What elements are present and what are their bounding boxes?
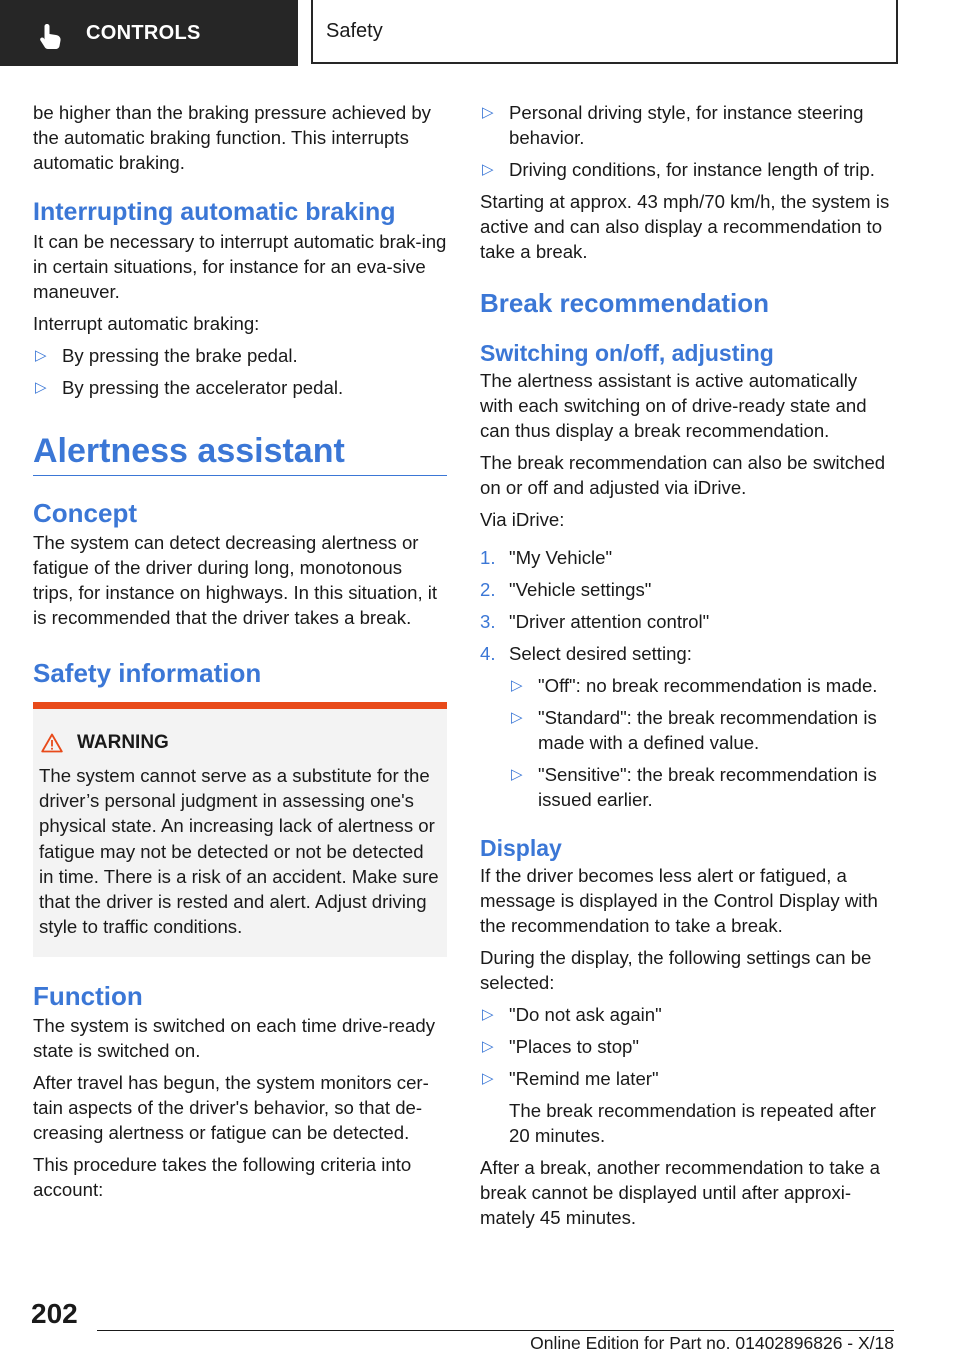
switching-text-2: The break recommendation can also be switched on or off and adjusted via iDrive. [480,452,886,498]
function-text-1: The system is switched on each time drive-ready state is switched on. [33,1015,435,1062]
list-item: 1. "My Vehicle" [480,547,613,568]
criteria-list [480,100,892,182]
triangle-bullet-icon: ▷ [482,1070,494,1087]
function-heading: Function [33,981,143,1012]
safety-heading: Safety information [33,658,262,688]
triangle-bullet-icon: ▷ [35,379,47,396]
left-column [33,100,447,1202]
list-item: ▷ By pressing the brake pedal. [35,345,298,366]
display-heading: Display [480,835,562,861]
page-header [0,0,960,66]
function-text-3: This procedure takes the following criteria into account: [33,1154,412,1201]
list-item: ▷ "Places to stop" [482,1036,639,1057]
after-text: After a break, another recommendation to take a break cannot be displayed until after approxi‐mately 45 minutes. [480,1157,880,1228]
list-item: ▷ By pressing the accelerator pedal. [35,377,344,398]
list-item: 3. "Driver attention control" [480,611,710,632]
list-item: ▷ "Standard": the break recommendation is made with a defined value. [511,707,877,753]
chapter-tab-label: Safety [326,20,383,42]
warning-title: WARNING [39,731,441,755]
settings-list [509,673,892,812]
list-item: ▷ "Sensitive": the break recommendation is issued earlier. [511,764,877,810]
hand-pointer-icon [38,22,64,50]
list-item: ▷ Driving conditions, for instance length of trip. [482,159,875,180]
triangle-bullet-icon: ▷ [511,709,523,726]
list-item: ▷ "Remind me later" The break recommendation is repeated after 20 minutes. [480,1066,892,1148]
switching-heading: Switching on/off, adjusting [480,340,774,366]
right-column [480,100,892,1230]
interrupt-label: Interrupt automatic braking: [33,313,260,334]
remind-note: The break recommendation is repeated after 20 minutes. [509,1100,876,1146]
page-number: 202 [31,1298,78,1329]
section-tab-label: CONTROLS [86,22,201,44]
concept-heading: Concept [33,498,137,528]
active-text: Starting at approx. 43 mph/70 km/h, the system is active and can also display a recommendation to take a break. [480,191,890,262]
intro-paragraph: be higher than the braking pressure achieved by the automatic braking function. This interrupts automatic braking. [33,102,431,173]
list-item: 2. "Vehicle settings" [480,579,652,600]
triangle-bullet-icon: ▷ [511,766,523,783]
steps-list [480,545,892,812]
concept-text: The system can detect decreasing alertness or fatigue of the driver during long, monotonous trips, for instance on highways. In this situation, it is recommended that the driver takes a break. [33,532,438,628]
interrupt-heading: Interrupting automatic braking [33,198,396,226]
section-tab-controls [0,0,298,66]
list-item: 4. Select desired setting: ▷ "Off": no break recommendation is made. ▷ "Standard": the break recommendation is made with a defined value. ▷ "Sensitive": the break recommendation is issued earlier. [480,641,892,812]
triangle-bullet-icon: ▷ [482,104,494,121]
display-text-2: During the display, the following settings can be selected: [480,947,872,993]
warning-box [33,702,447,957]
warning-text: The system cannot serve as a substitute for the driver’s personal judgment in assessing one's physical state. An increasing lack of alertness or fatigue may not be detected or not be detected in time. There is a risk of an accident. Make sure that the driver is rested and alert. Adjust driving style to traffic conditions. [39,765,439,938]
triangle-bullet-icon: ▷ [482,1038,494,1055]
interrupt-list [33,343,447,400]
chapter-tab [311,0,898,64]
edition-text: Online Edition for Part no. 01402896826 - X/18 [530,1333,894,1353]
list-item: ▷ "Off": no break recommendation is made. [511,675,878,696]
main-heading: Alertness assistant [33,429,447,476]
switching-text-1: The alertness assistant is active automatically with each switching on of drive-ready state and can thus display a break recommendation. [480,370,867,441]
list-item: ▷ Personal driving style, for instance steering behavior. [482,102,864,148]
break-heading: Break recommendation [480,288,769,318]
via-label: Via iDrive: [480,509,565,530]
display-list [480,1002,892,1148]
triangle-bullet-icon: ▷ [482,161,494,178]
triangle-bullet-icon: ▷ [35,347,47,364]
display-text-1: If the driver becomes less alert or fatigued, a message is displayed in the Control Display with the recommendation to take a break. [480,865,878,936]
triangle-bullet-icon: ▷ [482,1006,494,1023]
list-item: ▷ "Do not ask again" [482,1004,662,1025]
warning-triangle-icon [41,733,63,753]
page-footer [0,1290,960,1362]
triangle-bullet-icon: ▷ [511,677,523,694]
function-text-2: After travel has begun, the system monitors cer‐tain aspects of the driver's behavior, so that de‐creasing alertness or fatigue can be detected. [33,1072,429,1144]
footer-divider [97,1330,894,1331]
interrupt-text: It can be necessary to interrupt automatic brak‐ing in certain situations, for instance for an eva‐sive maneuver. [33,231,447,302]
